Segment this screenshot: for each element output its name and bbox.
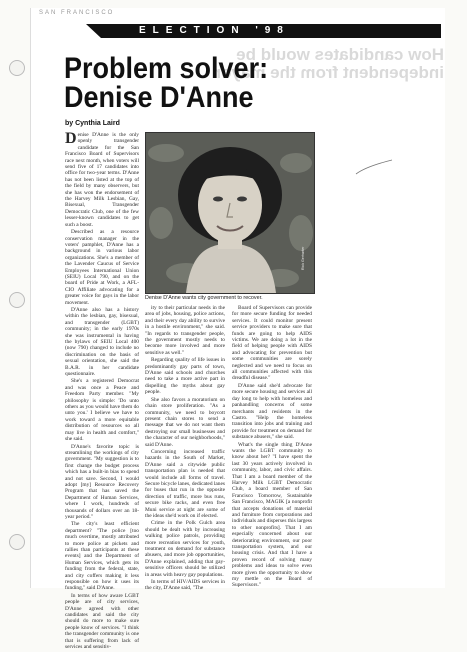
article-headline xyxy=(64,54,268,112)
headline-line-2: Denise D'Anne xyxy=(64,81,254,114)
banner-triangle xyxy=(86,24,101,38)
article-byline: by Cynthia Laird xyxy=(65,120,120,127)
binder-hole-top xyxy=(9,60,25,76)
article-paragraph: Regarding quality of life issues in predominantly gay parts of town, D'Anne said schools and churches need to take a more active part in dispelling the myths about gay people. xyxy=(145,357,225,396)
clipping-source: SAN FRANCISCO xyxy=(39,10,115,16)
binder-hole-middle xyxy=(9,292,25,308)
portrait-illustration xyxy=(146,133,314,293)
handwritten-mark xyxy=(354,158,394,178)
article-paragraph: In terms of HIV/AIDS services in the city, D'Anne said, "The xyxy=(145,579,225,592)
article-paragraph: Board of Supervisors can provide for more secure funding for needed services. It could monitor present service providers to make sure that funds are going to help AIDS victims. We are doing a lot in the field of helping people with AIDS and advocating for prevention but some communities are sorely neglected and we need to focus on all communities affected with this dreadful disease." xyxy=(232,305,312,382)
article-paragraph: Crime in the Polk Gulch area should be dealt with by increasing walking police patrols, providing more recreation services for youth, treatment on demand for substance abusers, and more job opportunities, D'Anne explained, adding that gay-sensitive officers should be utilized in areas with heavy gay populations. xyxy=(145,520,225,578)
section-banner-label: ELECTION '98 xyxy=(139,25,290,36)
article-paragraph: ity to their particular needs in the area of jobs, housing, police actions, and their every day ability to survive in a hostile environment," she said. "In regards to transgender people, the government mostly needs to become more involved and more sensitive as well." xyxy=(145,305,225,356)
newspaper-clipping xyxy=(30,8,445,651)
article-paragraph: D'Anne's favorite topic is streamlining the workings of city government. "My suggestion is to first change the budget process which has a built-in bias to spend and not save. Second, I would adopt [my] Resource Recovery Program that has saved the Department of Human Services, where I work, hundreds of thousands of dollars over an 18-year period." xyxy=(65,443,139,520)
article-paragraph: She's a registered Democrat and was once a Peace and Freedom Party member. "My philosophy is simple: 'Do unto others as you would have them do unto you.' I believe we have to work toward a more equitable distribution of resources so all may live in health and comfort," she said. xyxy=(65,378,139,443)
photo-credit: Rick Gerharter xyxy=(301,246,305,270)
headline-line-1: Problem solver: xyxy=(64,52,269,85)
bleed-through-headline: How candidates would be independent from the mayor xyxy=(214,45,444,82)
article-column-1 xyxy=(65,132,139,652)
article-paragraph: Denise D'Anne is the only openly transgender candidate for the San Francisco Board of Supervisors race next month, when voters will send five of 17 candidates into office for two-year terms. D'Anne has not been listed at the top of the field by many observers, but she has won the endorsement of the Harvey Milk Lesbian, Gay, Bisexual, Transgender Democratic Club, one of the few lesser-known candidates to get such a boost. xyxy=(65,130,139,228)
article-paragraph: She also favors a moratorium on chain store proliferation. "As a community, we need to boycott present chain stores to send a message that we do not want them destroying our small businesses and the character of our neighborhoods," said D'Anne. xyxy=(145,396,225,448)
article-paragraph: Concerning increased traffic hazards in the South of Market, D'Anne said a citywide public transportation plan is needed that would include all forms of travel. Secure bicycle lanes, dedicated lanes for buses that run in the opposite direction of traffic, more bus runs, secure bike racks, and even free Muni service at night are some of the ideas she'd work on if elected. xyxy=(145,448,225,519)
article-paragraph: What's the single thing D'Anne wants the LGBT community to know about her? "I have spent the last 30 years actively involved in community, labor, and civic affairs. That I am a board member of the Harvey Milk LGBT Democratic Club, a board member of San Francisco Tomorrow, Sustainable San Francisco, MAGIK [a nonprofit that accepts donations of material and furniture from corporations and individuals and disperses this largess to other nonprofits]. That I am especially concerned about our deteriorating environment, our poor transportation system, and our housing crisis. And that I have a proven record of solving many problems and ideas to solve even more given the opportunity to show my mettle on the Board of Supervisors." xyxy=(232,441,312,589)
article-paragraph: In terms of how aware LGBT people are of city services, D'Anne agreed with other candidates and said the city should do more to make sure people know of services. "I think the transgender community is one that is suffering from lack of services and sensitiv- xyxy=(65,592,139,651)
article-column-3 xyxy=(232,305,312,590)
article-column-2 xyxy=(145,305,225,593)
article-paragraph: D'Anne also has a history within the lesbian, gay, bisexual, and transgender (LGBT) community; in the early 1970s she was instrumental in having the bylaws of SEIU Local 400 (now 790) changed to include no discrimination on the basis of sexual orientation, she said the B.A.R. in her candidate questionnaire. xyxy=(65,306,139,378)
article-paragraph: Described as a resource conservation manager in the voters' pamphlet, D'Anne has a background in various labor organizations. She's a member of the Lavender Caucus of Service Employees International Union (SEIU) Local 790, and on the board of Pride at Work, a AFL-CIO Affiliate advocating for a greater voice for gays in the labor movement. xyxy=(65,229,139,306)
drop-cap: D xyxy=(65,130,77,147)
binder-hole-bottom xyxy=(9,534,25,550)
photo-caption: Denise D'Anne wants city government to recover. xyxy=(145,295,263,301)
article-paragraph: The city's least efficient department? "The police [too much overtime, mostly attributed to more police at pickets and rallies than participants at these events] and the Department of Human Services, which gets its funding from the federal, state, and city coffers making it less responsible on how it uses its funding," said D'Anne. xyxy=(65,521,139,592)
article-paragraph: D'Anne said she'd advocate for more secure housing and services all day long to help with homeless and panhandling concerns of some merchants and residents in the Castro. "Help the homeless transition into jobs and training and provide for treatment on demand for substance abusers," she said. xyxy=(232,382,312,441)
candidate-photo xyxy=(145,132,315,294)
